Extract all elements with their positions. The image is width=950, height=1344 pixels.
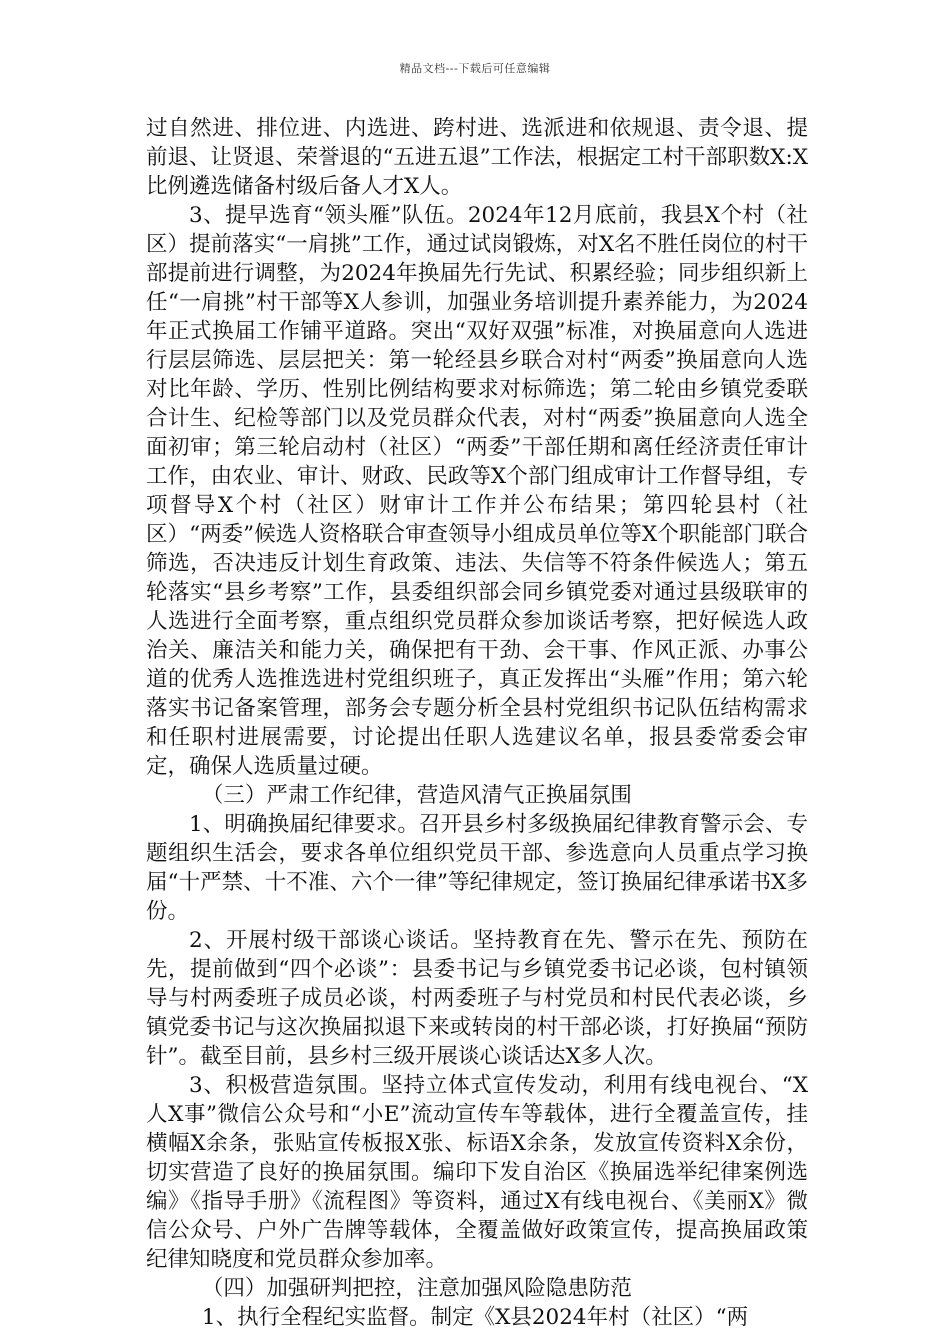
paragraph-heart-to-heart-talks: 2、开展村级干部谈心谈话。坚持教育在先、警示在先、预防在先，提前做到“四个必谈”：县委书记与乡镇党委书记必谈，包村镇领导与村两委班子成员必谈，村两委班子与村党员和村民代表必谈，乡镇党委书记与这次换届拟退下来或转岗的村干部必谈，打好换届“预防针”。截至目前，县乡村三级开展谈心谈话达X多人次。 bbox=[146, 928, 808, 1069]
paragraph-lead-geese: 3、提早选育“领头雁”队伍。2024年12月底前，我县X个村（社区）提前落实“一肩挑”工作，通过试岗锻炼，对X名不胜任岗位的村干部提前进行调整，为2024年换届先行先试、积累经验；同步组织新上任“一肩挑”村干部等X人参训，加强业务培训提升素养能力，为2024年正式换届工作铺平道路。突出“双好双强”标准，对换届意向人选进行层层筛选、层层把关：第一轮经县乡联合对村“两委”换届意向人选对比年龄、学历、性别比例结构要求对标筛选；第二轮由乡镇党委联合计生、纪检等部门以及党员群众代表，对村“两委”换届意向人选全面初审；第三轮启动村（社区）“两委”干部任期和离任经济责任审计工作，由农业、审计、财政、民政等X个部门组成审计工作督导组，专项督导X个村（社区）财审计工作并公布结果；第四轮县村（社区）“两委”候选人资格联合审查领导小组成员单位等X个职能部门联合筛选，否决违反计划生育政策、违法、失信等不符条件候选人；第五轮落实“县乡考察”工作，县委组织部会同乡镇党委对通过县级联审的人选进行全面考察，重点组织党员群众参加谈话考察，把好候选人政治关、廉洁关和能力关，确保把有干劲、会干事、作风正派、办事公道的优秀人选推选进村党组织班子，真正发挥出“头雁”作用；第六轮落实书记备案管理，部务会专题分析全县村党组织书记队伍结构需求和任职村进展需要，讨论提出任职人选建议名单，报县委常委会审定，确保人选质量过硬。 bbox=[146, 203, 808, 779]
paragraph-continuation: 过自然进、排位进、内选进、跨村进、选派进和依规退、责令退、提前退、让贤退、荣誉退的“五进五退”工作法，根据定工村干部职数X:X比例遴选储备村级后备人才X人。 bbox=[146, 116, 808, 199]
section-heading-discipline: （三）严肃工作纪律，营造风清气正换届氛围 bbox=[201, 783, 632, 808]
paragraph-atmosphere: 3、积极营造氛围。坚持立体式宣传发动，利用有线电视台、“X人X事”微信公众号和“小E”流动宣传车等载体，进行全覆盖宣传，挂横幅X余条，张贴宣传板报X张、标语X余条，发放宣传资料X余份，切实营造了良好的换届氛围。编印下发自治区《换届选举纪律案例选编》《指导手册》《流程图》等资料，通过X有线电视台、《美丽X》微信公众号、户外广告牌等载体，全覆盖做好政策宣传，提高换届政策纪律知晓度和党员群众参加率。 bbox=[146, 1073, 808, 1272]
section-heading-risk-control: （四）加强研判把控，注意加强风险隐患防范 bbox=[201, 1276, 632, 1301]
paragraph-discipline-requirements: 1、明确换届纪律要求。召开县乡村多级换届纪律教育警示会、专题组织生活会，要求各单位组织党员干部、参选意向人员重点学习换届“十严禁、十不准、六个一律”等纪律规定，签订换届纪律承诺书X多份。 bbox=[146, 812, 808, 924]
paragraph-supervision: 1、执行全程纪实监督。制定《X县2024年村（社区）“两 bbox=[201, 1305, 749, 1330]
page-header: 精品文档---下载后可任意编辑 bbox=[399, 62, 551, 75]
document-body bbox=[146, 114, 808, 1332]
